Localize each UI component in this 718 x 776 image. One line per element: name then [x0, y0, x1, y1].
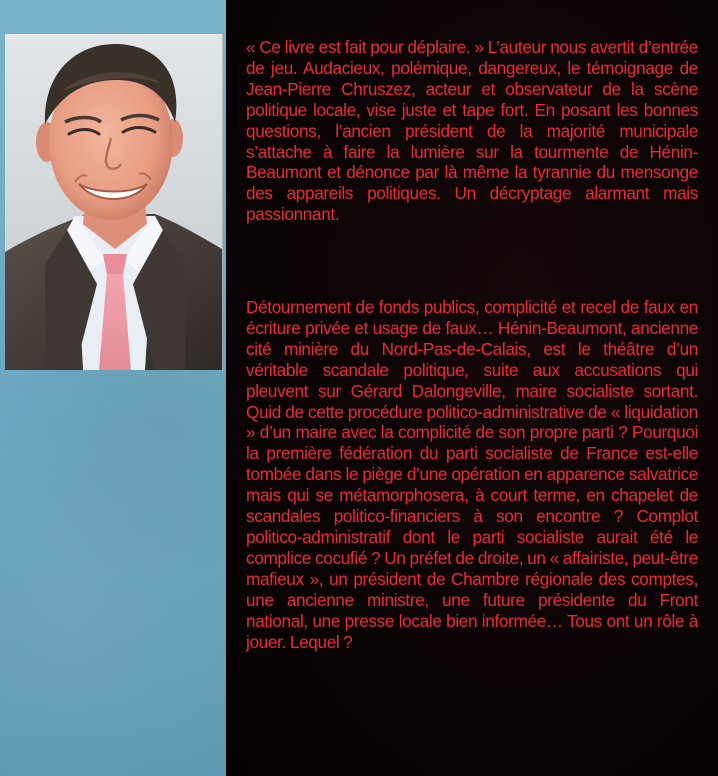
author-portrait-photo	[5, 34, 223, 370]
author-portrait-illustration	[5, 34, 222, 370]
blurb-paragraph-1: « Ce livre est fait pour déplaire. » L’auteur nous avertit d’entrée de jeu. Audacieux, polémique, dangereux, le témoignage de Jean-Pierre Chruszez, acteur et observateur de la scène politique locale, vise juste et tape fort. En posant les bonnes questions, l’ancien président de la majorité municipale s’attache à faire la lumière sur la tourmente de Hénin-Beaumont et dénonce par là même la tyrannie du mensonge des appareils politiques. Un décryptage alarmant mais passionnant.	[246, 37, 698, 225]
back-cover-text-panel	[226, 0, 718, 776]
left-color-band	[0, 0, 226, 776]
blurb-paragraph-2: Détournement de fonds publics, complicité et recel de faux en écriture privée et usage de faux… Hénin-Beaumont, ancienne cité minière du Nord-Pas-de-Calais, est le théâtre d’un véritable scandale politique, suite aux accusations qui pleuvent sur Gérard Dalongeville, maire socialiste sortant. Quid de cette procédure politico-administrative de « liquidation » d’un maire avec la complicité de son propre parti ? Pourquoi la première fédération du parti socialiste de France est-elle tombée dans le piège d’une opération en apparence salvatrice mais qui se métamorphosera, à court terme, en chapelet de scandales politico-financiers à son encontre ? Complot politico-administratif dont le parti socialiste aurait été le complice cocufié ? Un préfet de droite, un « affairiste, peut-être mafieux », un président de Chambre régionale des comptes, une ancienne ministre, une future présidente du Front national, une presse locale bien informée… Tous ont un rôle à jouer. Lequel ?	[246, 297, 698, 652]
